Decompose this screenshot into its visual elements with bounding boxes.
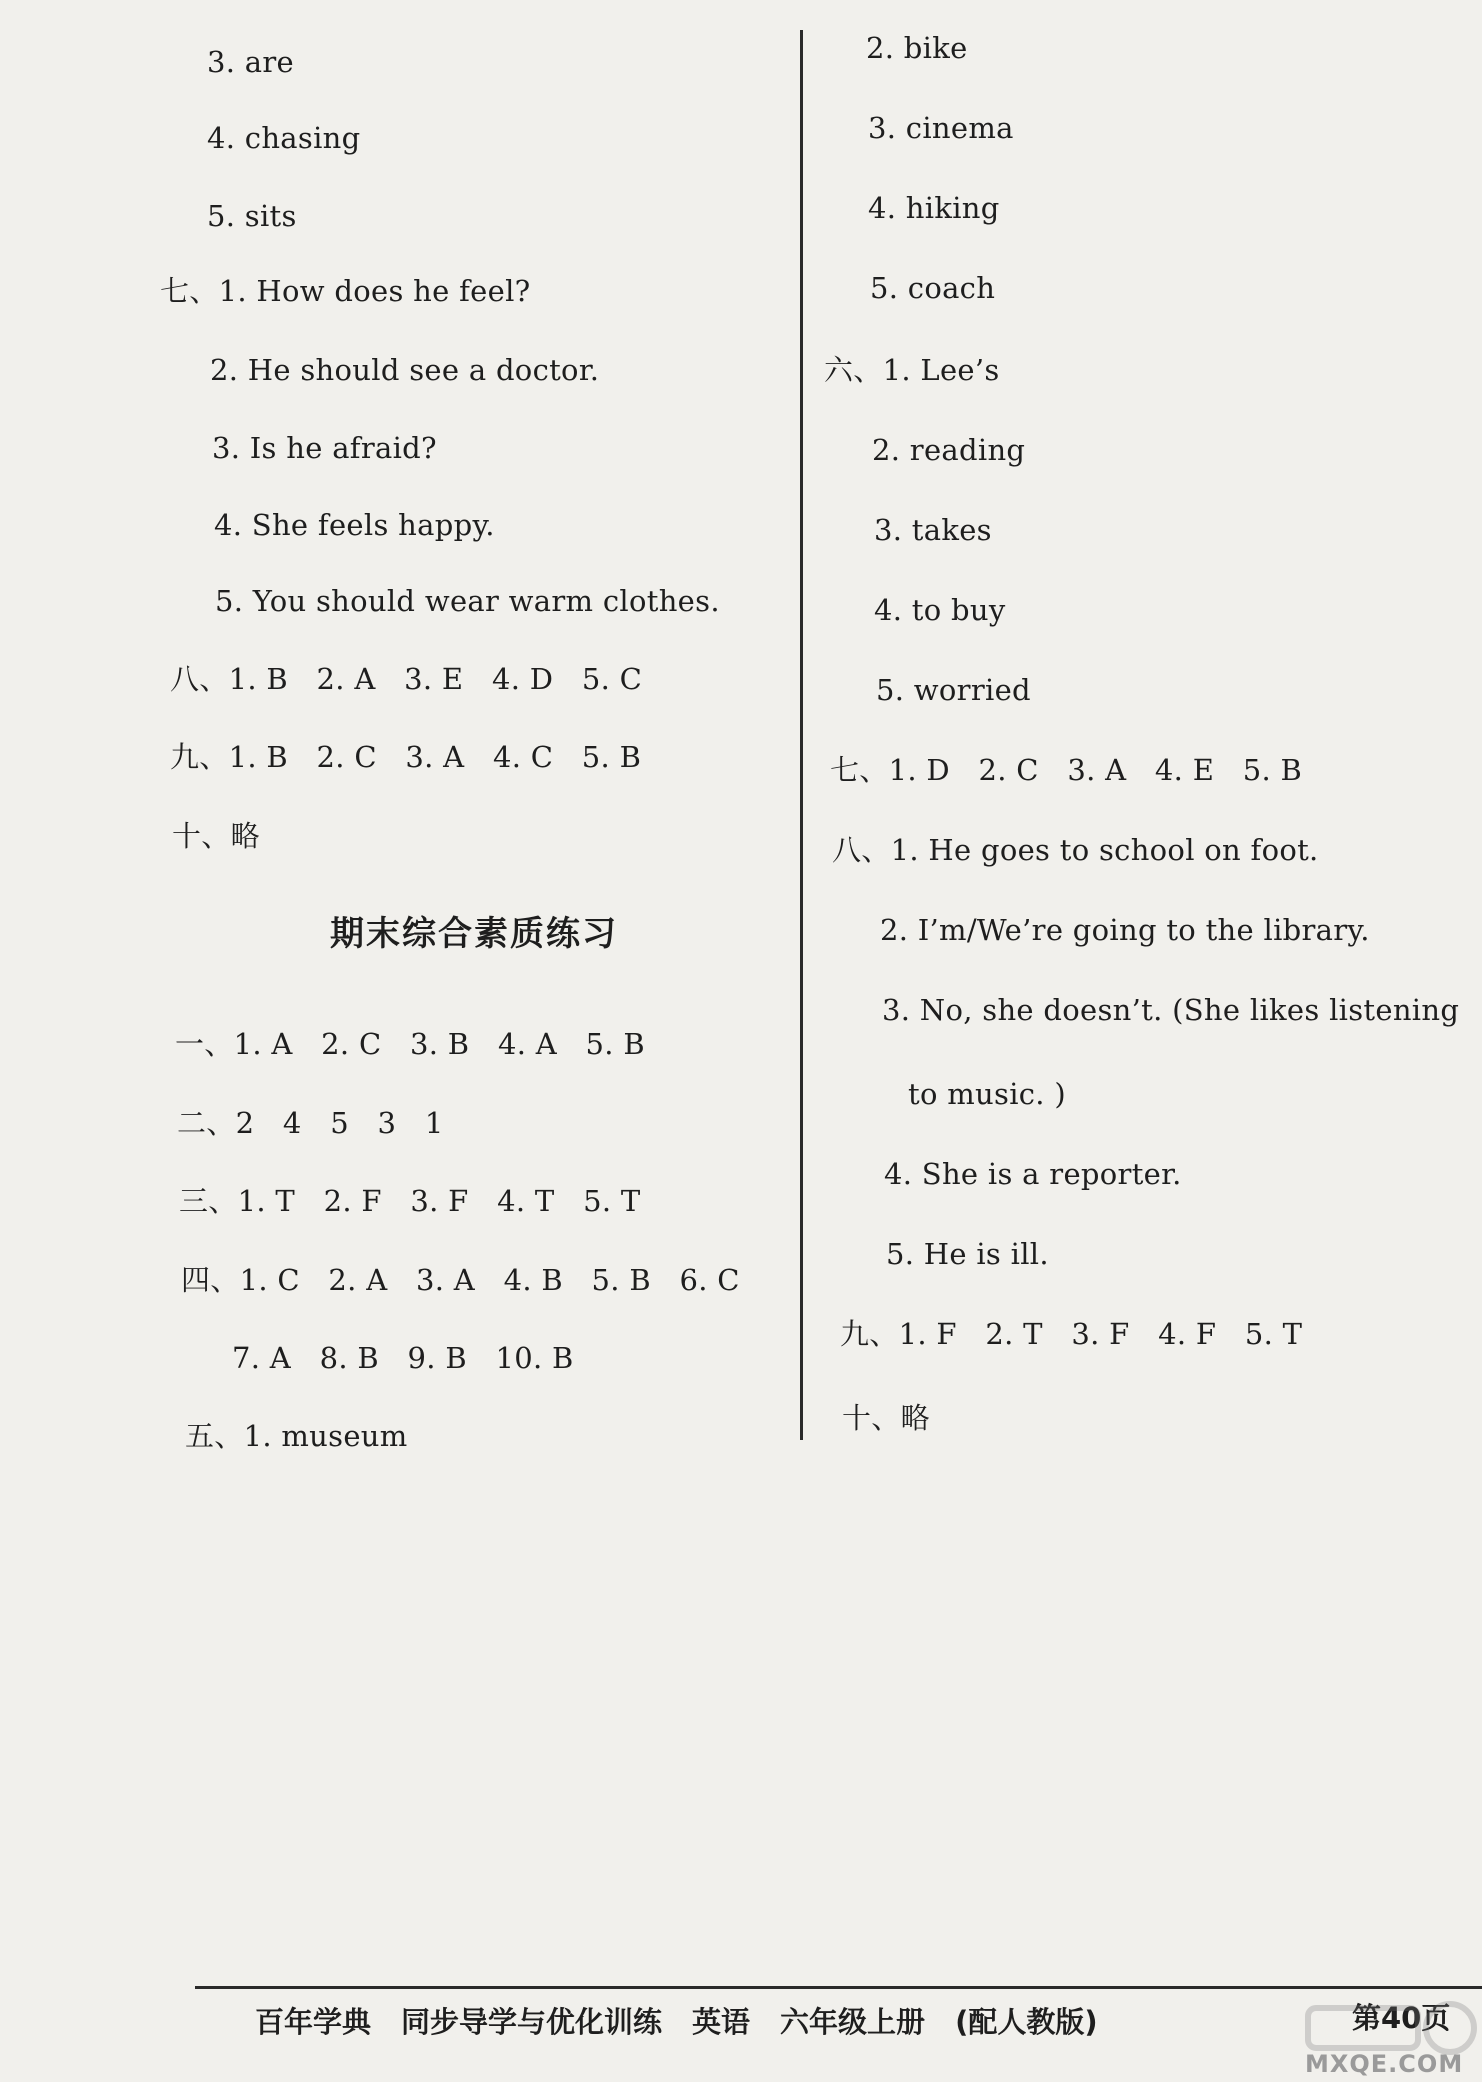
answer-line: 二、2 4 5 3 1 bbox=[177, 1106, 444, 1140]
answer-line: 4. chasing bbox=[207, 121, 361, 155]
answer-line: 4. She is a reporter. bbox=[884, 1157, 1182, 1191]
answer-line: 八、1. He goes to school on foot. bbox=[832, 833, 1319, 867]
answer-line: 七、1. D 2. C 3. A 4. E 5. B bbox=[830, 753, 1303, 787]
answer-line: 一、1. A 2. C 3. B 4. A 5. B bbox=[175, 1027, 645, 1061]
answer-line: 六、1. Lee’s bbox=[824, 353, 1000, 387]
answer-line: 5. worried bbox=[876, 673, 1031, 707]
answer-line: 3. are bbox=[207, 45, 295, 79]
answer-line: 三、1. T 2. F 3. F 4. T 5. T bbox=[179, 1184, 641, 1218]
answer-line: 四、1. C 2. A 3. A 4. B 5. B 6. C bbox=[181, 1263, 740, 1297]
answer-line: 十、略 bbox=[172, 819, 260, 853]
answer-line: 5. He is ill. bbox=[886, 1237, 1049, 1271]
answer-line: 3. Is he afraid? bbox=[212, 431, 437, 465]
answer-line: 5. You should wear warm clothes. bbox=[215, 584, 720, 618]
answer-line: 2. I’m/We’re going to the library. bbox=[880, 913, 1370, 947]
footer bbox=[255, 2002, 1128, 2042]
page-number: 第40页 bbox=[1352, 2001, 1451, 2035]
watermark-url: MXQE.COM bbox=[1305, 2050, 1464, 2078]
answer-line: 八、1. B 2. A 3. E 4. D 5. C bbox=[170, 662, 643, 696]
answer-line: 十、略 bbox=[842, 1401, 930, 1435]
answer-line: 5. coach bbox=[870, 271, 996, 305]
answer-line: 4. to buy bbox=[874, 593, 1006, 627]
footer-rule bbox=[195, 1986, 1482, 1989]
footer-grade: 六年级上册 bbox=[780, 2005, 926, 2039]
answer-line: 5. sits bbox=[207, 199, 297, 233]
answer-line: 3. takes bbox=[874, 513, 992, 547]
footer-brand: 百年学典 bbox=[255, 2005, 372, 2039]
section-heading: 期末综合素质练习 bbox=[330, 914, 618, 954]
answer-line: 4. She feels happy. bbox=[214, 508, 495, 542]
answer-line: 7. A 8. B 9. B 10. B bbox=[232, 1341, 574, 1375]
answer-line: 2. bike bbox=[866, 31, 968, 65]
answer-line: 2. He should see a doctor. bbox=[210, 353, 600, 387]
footer-subject: 英语 bbox=[692, 2005, 751, 2039]
answer-line: 七、1. How does he feel? bbox=[160, 274, 531, 308]
answer-line: 五、1. museum bbox=[185, 1419, 408, 1453]
answer-line: 4. hiking bbox=[868, 191, 1000, 225]
footer-edition: (配人教版) bbox=[955, 2005, 1098, 2039]
answer-line: 2. reading bbox=[872, 433, 1026, 467]
footer-series: 同步导学与优化训练 bbox=[401, 2005, 663, 2039]
answer-line: 九、1. B 2. C 3. A 4. C 5. B bbox=[170, 740, 642, 774]
answer-line: to music. ) bbox=[908, 1077, 1066, 1111]
answer-line: 九、1. F 2. T 3. F 4. F 5. T bbox=[840, 1317, 1303, 1351]
answer-line: 3. No, she doesn’t. (She likes listening bbox=[882, 993, 1460, 1027]
column-divider bbox=[800, 30, 803, 1440]
answer-line: 3. cinema bbox=[868, 111, 1014, 145]
